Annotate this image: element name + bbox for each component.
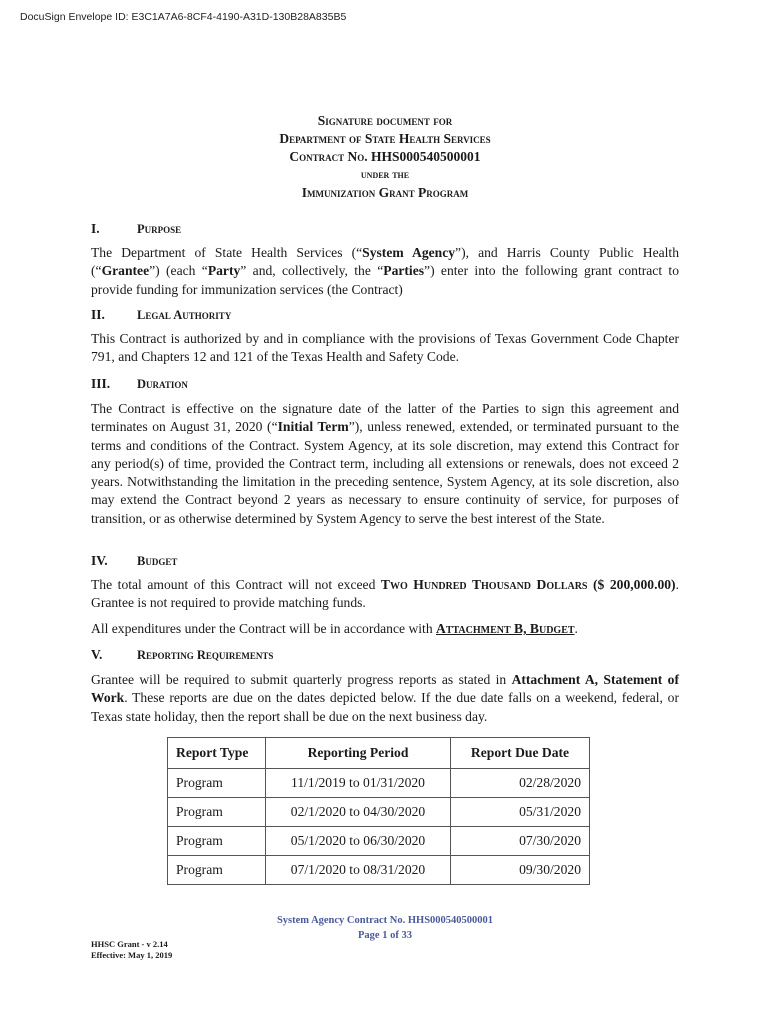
cell-due-date: 09/30/2020	[451, 856, 590, 885]
budget-paragraph: The total amount of this Contract will not exceed Two Hundred Thousand Dollars ($ 200,000.00). Grantee is not required to provide matching funds.	[91, 577, 679, 611]
table-row	[168, 827, 590, 856]
section-title: Budget	[137, 554, 178, 568]
section-number: II.	[91, 307, 105, 322]
cell-reporting-period: 02/1/2020 to 04/30/2020	[266, 798, 451, 827]
section-title: Duration	[137, 377, 188, 391]
title-line-1: Signature document for	[317, 113, 453, 128]
footer-contract-number: System Agency Contract No. HHS000540500001	[276, 915, 494, 926]
table-row	[168, 856, 590, 885]
header-report-due-date: Report Due Date	[451, 738, 590, 769]
title-line-5: Immunization Grant Program	[301, 185, 469, 200]
header-reporting-period: Reporting Period	[266, 738, 451, 769]
cell-reporting-period: 05/1/2020 to 06/30/2020	[266, 827, 451, 856]
table-row	[168, 769, 590, 798]
duration-paragraph: The Contract is effective on the signature date of the latter of the Parties to sign this agreement and terminates on August 31, 2020 (“Initial Term”), unless renewed, extended, or terminated pursuant to the terms and conditions of the Contract. System Agency, at its sole discretion, may extend this Contract for any period(s) of time, provided the Contract term, including all extensions or renewals, does not exceed 2 years. Notwithstanding the limitation in the preceding sentence, System Agency, at its sole discretion, also may extend the Contract beyond 2 years as necessary to ensure continuity of service, for purposes of transition, or as otherwise determined by System Agency to serve the best interest of the State.	[91, 401, 679, 526]
section-number: I.	[91, 221, 100, 236]
section-heading-budget	[91, 553, 177, 569]
section-heading-purpose	[91, 221, 181, 237]
attachment-b-link[interactable]: Attachment B, Budget	[436, 621, 575, 636]
title-line-4: under the	[360, 169, 410, 181]
cell-due-date: 02/28/2020	[451, 769, 590, 798]
section-heading-reporting	[91, 647, 273, 663]
section-number: V.	[91, 647, 103, 662]
cell-due-date: 07/30/2020	[451, 827, 590, 856]
section-number: III.	[91, 376, 111, 391]
table-row	[168, 798, 590, 827]
cell-report-type: Program	[168, 769, 266, 798]
document-title	[0, 112, 770, 202]
cell-report-type: Program	[168, 827, 266, 856]
legal-authority-paragraph: This Contract is authorized by and in compliance with the provisions of Texas Government Code Chapter 791, and Chapters 12 and 121 of the Texas Health and Safety Code.	[91, 331, 679, 365]
section-heading-duration	[91, 376, 188, 392]
purpose-paragraph: The Department of State Health Services (“System Agency”), and Harris County Public Health (“Grantee”) (each “Party” and, collectively, the “Parties”) enter into the following grant contract to provide funding for immunization services (the Contract)	[91, 245, 680, 297]
footer-effective-date: Effective: May 1, 2019	[91, 950, 173, 960]
cell-due-date: 05/31/2020	[451, 798, 590, 827]
report-schedule-table	[167, 737, 590, 885]
budget-expenditures-paragraph: All expenditures under the Contract will be in accordance with Attachment B, Budget.	[91, 621, 578, 636]
header-report-type: Report Type	[168, 738, 266, 769]
section-number: IV.	[91, 553, 108, 568]
cell-report-type: Program	[168, 856, 266, 885]
footer-page-number: Page 1 of 33	[358, 930, 412, 941]
section-title: Purpose	[137, 222, 182, 236]
section-heading-legal-authority	[91, 307, 231, 323]
footer-version: HHSC Grant - v 2.14	[91, 939, 168, 949]
footer-version-info	[91, 939, 172, 961]
title-line-3: Contract No. HHS000540500001	[289, 149, 481, 164]
title-line-2: Department of State Health Services	[279, 131, 491, 146]
cell-report-type: Program	[168, 798, 266, 827]
table-header-row	[168, 738, 590, 769]
cell-reporting-period: 07/1/2020 to 08/31/2020	[266, 856, 451, 885]
cell-reporting-period: 11/1/2019 to 01/31/2020	[266, 769, 451, 798]
reporting-paragraph: Grantee will be required to submit quarterly progress reports as stated in Attachment A, Statement of Work. These reports are due on the dates depicted below. If the due date falls on a weekend, federal, or Texas state holiday, then the report shall be due on the next business day.	[91, 672, 679, 724]
section-title: Reporting Requirements	[137, 648, 274, 662]
envelope-id: DocuSign Envelope ID: E3C1A7A6-8CF4-4190-A31D-130B28A835B5	[20, 11, 347, 23]
section-title: Legal Authority	[137, 308, 232, 322]
